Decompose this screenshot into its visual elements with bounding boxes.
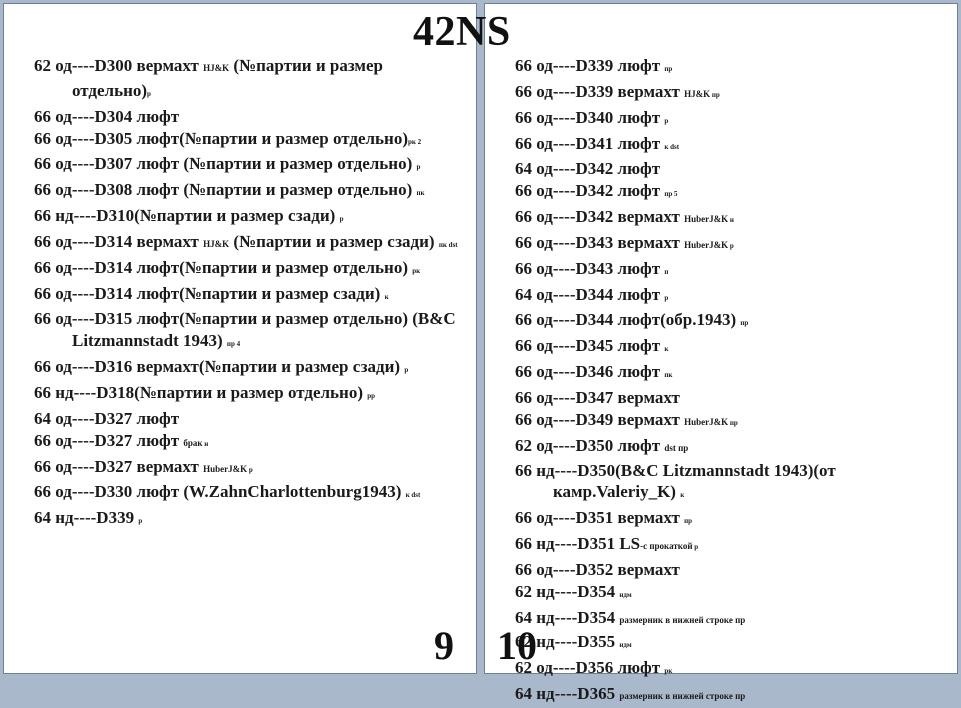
entry-text: 66 од----D351 вермахт [515, 508, 685, 528]
entry-mark: пр [728, 418, 738, 427]
list-item [34, 106, 464, 128]
entry-mark: к dst [405, 491, 421, 500]
entry-text: 62 од----D300 вермахт [34, 56, 204, 75]
entry-text: 64 од----D344 люфт [515, 284, 665, 304]
entry-text: 62 од----D356 люфт [515, 658, 665, 678]
list-item [515, 607, 945, 632]
entry-mark: р [404, 366, 409, 375]
entry-mark: пр [710, 90, 720, 99]
entry-text: 66 од----D327 люфт [34, 430, 184, 450]
entry-text: 66 од----D349 вермахт [515, 409, 685, 429]
entry-mark: к [664, 345, 669, 354]
list-item [34, 507, 464, 533]
entry-note: HJ&K [203, 63, 230, 73]
list-item [515, 180, 945, 206]
entry-text: 66 од----D342 вермахт [515, 207, 685, 227]
entry-text: 62 од----D350 люфт [515, 435, 665, 455]
entry-mark: пк dst [438, 240, 458, 249]
right-page [484, 3, 958, 704]
entry-mark: н [202, 439, 209, 448]
entry-text: 66 од----D347 вермахт [515, 387, 680, 407]
entry-text: 66 од----D304 люфт [34, 106, 180, 126]
entry-text: 66 од----D343 люфт [515, 258, 665, 278]
entry-mark: ндм [619, 590, 632, 599]
entry-text: 66 нд----D318(№партии и размер отдельно) [34, 382, 368, 402]
list-item [515, 133, 945, 159]
list-item [34, 430, 464, 456]
entry-text: 66 од----D315 люфт(№партии и размер отдельно) (B&C Litzmannstadt 1943) [34, 309, 456, 351]
entry-mark: рр [367, 391, 376, 400]
entry-text: 66 од----D343 вермахт [515, 232, 685, 252]
entry-text: 66 од----D344 люфт(обр.1943) [515, 310, 741, 330]
entry-note: HuberJ&K [684, 416, 729, 427]
entry-mark: р [664, 116, 669, 125]
list-item [34, 55, 464, 106]
document-title: 42NS [413, 9, 511, 55]
entry-text-cont: (№партии и размер сзади) [229, 231, 439, 251]
list-item [34, 153, 464, 179]
entry-mark: р [147, 89, 151, 98]
entry-note: HJ&K [684, 88, 711, 99]
entry-note: HJ&K [203, 238, 230, 249]
entry-text: 66 од----D341 люфт [515, 133, 665, 153]
entry-text: 66 од----D314 вермахт [34, 231, 204, 251]
entry-note: HuberJ&K [203, 463, 248, 474]
list-item [515, 435, 945, 460]
entry-text-cont: (№партии и размер отдельно) [72, 56, 383, 100]
list-item [515, 533, 945, 559]
entry-mark: пр 4 [226, 340, 241, 349]
entry-mark: п [664, 267, 669, 276]
entry-mark: рк [664, 667, 673, 676]
entry-mark: пк [664, 371, 673, 380]
entry-mark: к [680, 491, 685, 500]
entry-mark: к [384, 292, 389, 301]
entry-text: 66 од----D314 люфт(№партии и размер сзади) [34, 283, 385, 303]
entry-text: 64 нд----D365 [515, 684, 620, 704]
list-item [515, 581, 945, 607]
entry-mark: ндм [619, 641, 632, 650]
list-item [34, 128, 464, 154]
entry-mark: р [416, 163, 421, 172]
entry-mark: р [138, 517, 143, 526]
entry-mark: пр [684, 517, 693, 526]
list-item [34, 356, 464, 382]
list-item [515, 81, 945, 107]
entry-text: 62 нд----D355 [515, 632, 620, 652]
list-item [515, 559, 945, 581]
entry-mark: к dst [664, 142, 680, 151]
entry-text: 66 од----D330 люфт (W.ZahnCharlottenburg1943) [34, 482, 406, 502]
entry-text: 66 нд----D351 LS [515, 534, 641, 554]
entry-mark: р [692, 543, 699, 552]
entry-mark: пк [416, 189, 425, 198]
entry-mark: пр 5 [664, 190, 678, 199]
entry-mark: пр [740, 319, 749, 328]
entry-text: 66 од----D316 вермахт(№партии и размер сзади) [34, 357, 405, 377]
list-item [34, 205, 464, 231]
list-item [515, 232, 945, 258]
entry-mark: р [247, 465, 253, 474]
entry-text: 66 нд----D350(B&C Litzmannstadt 1943)(от камр.Valeriy_K) [515, 460, 836, 502]
right-page-number: 10 [497, 623, 537, 668]
entry-mark: рк 2 [407, 137, 422, 146]
entry-mark: р [664, 293, 669, 302]
entry-mark: р [339, 215, 344, 224]
list-item [515, 309, 945, 335]
list-item [515, 206, 945, 232]
entry-note: dst пр [664, 442, 689, 453]
right-entry-list [515, 55, 945, 708]
list-item [34, 408, 464, 430]
left-page [3, 3, 477, 674]
entry-note: размерник в нижней строке пр [619, 691, 746, 702]
entry-note: HuberJ&K [684, 214, 729, 225]
list-item [34, 231, 464, 257]
entry-text: 64 од----D342 люфт [515, 159, 661, 179]
list-item [515, 683, 945, 708]
list-item [515, 284, 945, 310]
entry-mark: н [728, 216, 734, 225]
list-item [515, 409, 945, 435]
list-item [34, 257, 464, 283]
entry-text: 66 од----D352 вермахт [515, 559, 680, 579]
entry-text: 66 од----D339 люфт [515, 56, 665, 75]
entry-note: HuberJ&K [684, 239, 729, 250]
entry-text: 66 од----D308 люфт (№партии и размер отдельно) [34, 180, 417, 200]
list-item [515, 387, 945, 409]
entry-note: размерник в нижней строке пр [619, 614, 746, 625]
entry-text: 66 нд----D310(№партии и размер сзади) [34, 206, 340, 226]
list-item [34, 179, 464, 205]
list-item [34, 308, 464, 356]
list-item [515, 107, 945, 133]
entry-text: 66 од----D314 люфт(№партии и размер отдельно) [34, 257, 413, 277]
entry-text: 64 нд----D339 [34, 508, 139, 528]
entry-text: 66 од----D340 люфт [515, 107, 665, 127]
list-item [34, 382, 464, 408]
entry-text: 66 од----D342 люфт [515, 181, 665, 201]
list-item [515, 460, 945, 508]
list-item [515, 258, 945, 284]
list-item [515, 335, 945, 361]
list-item [515, 361, 945, 387]
entry-mark: р [728, 241, 734, 250]
list-item [34, 283, 464, 309]
entry-text: 64 нд----D354 [515, 607, 620, 627]
entry-mark: пр [664, 65, 673, 73]
left-page-number: 9 [434, 623, 454, 668]
entry-text: 66 од----D307 люфт (№партии и размер отдельно) [34, 154, 417, 174]
entry-mark: рк [412, 266, 421, 275]
list-item [34, 456, 464, 482]
list-item [515, 631, 945, 657]
entry-text: 66 од----D345 люфт [515, 336, 665, 356]
entry-text: 66 од----D339 вермахт [515, 81, 685, 101]
left-entry-list [34, 55, 464, 533]
list-item [515, 158, 945, 180]
entry-text: 62 нд----D354 [515, 581, 620, 601]
entry-text: 66 од----D327 вермахт [34, 456, 204, 476]
list-item [515, 507, 945, 533]
list-item [34, 481, 464, 507]
entry-text: 66 од----D346 люфт [515, 362, 665, 382]
list-item [515, 657, 945, 683]
entry-note: брак [183, 437, 203, 448]
entry-text: 64 од----D327 люфт [34, 408, 180, 428]
list-item [515, 55, 945, 81]
entry-note: -с прокаткой [640, 541, 693, 552]
entry-text: 66 од----D305 люфт(№партии и размер отдельно) [34, 128, 408, 148]
